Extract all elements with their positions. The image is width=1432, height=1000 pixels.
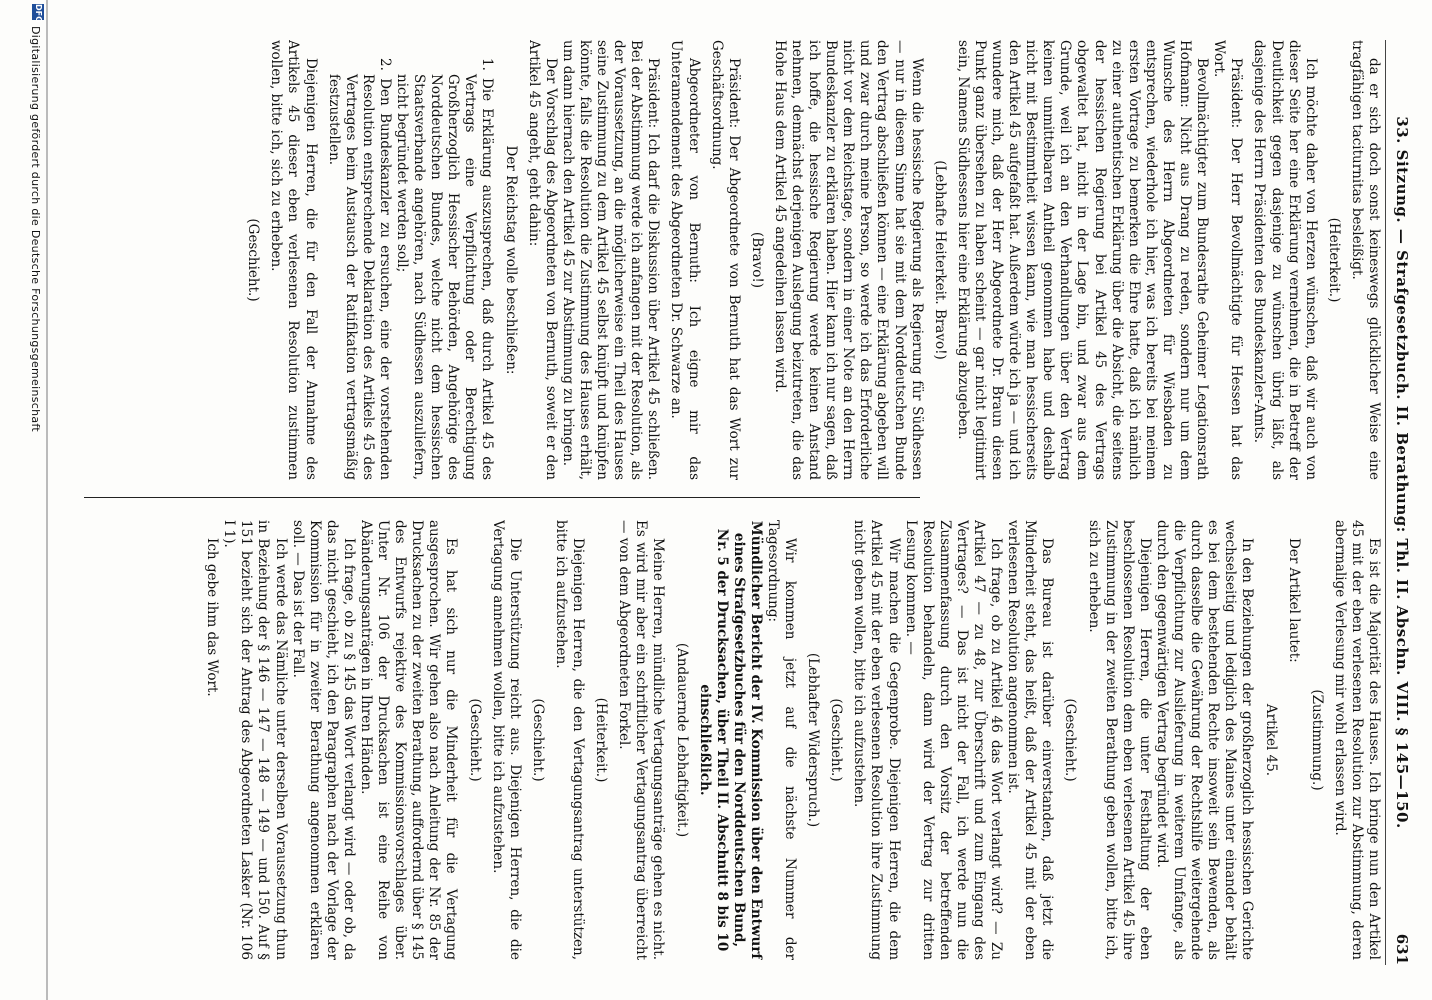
paragraph: Wir machen die Gegenprobe. Diejenigen Herren, die dem Artikel 45 mit der eben verlesenen Resolution ihre Zustimmung nicht geben wollen, bitte ich aufzustehen.	[851, 520, 902, 960]
paragraph: Diejenigen Herren, die für den Fall der Annahme des Artikels 45 dieser eben verlesenen Resolution zustimmen wollen, bitte ich, sich zu erheben.	[268, 40, 319, 480]
right-column	[92, 520, 1382, 960]
interjection: (Geschieht.)	[466, 698, 483, 782]
paragraph: Ich möchte daher von Herzen wünschen, daß wir auch von dieser Seite her eine Erklärung vernehmen, die in Betreff der Deutlichkeit gegen dasjenige zu wünschen übrig läßt, als dasjenige des Herrn Präsidenten des Bundeskanzler-Amts.	[1251, 40, 1319, 480]
list-item: 1. Die Erklärung auszusprechen, daß durch Artikel 45 des Vertrags eine Verpflichtung oder Berechtigung Großherzoglich Hessischer Behörden, Angehörige des Norddeutschen Bundes, welche nicht dem hessischen Staatsverbande angehören, nach Südhessen auszuliefern, nicht begründet werden soll;	[394, 58, 496, 480]
page-number: 631	[1393, 933, 1411, 965]
paragraph: Es ist die Majorität des Hauses. Ich bringe nun den Artikel 45 mit der eben verlesenen Resolution zur Abstimmung, deren abermalige Verlesung mir wohl erlassen wird.	[1331, 520, 1382, 960]
interjection: (Bravo!)	[748, 231, 765, 289]
digitization-footer	[24, 0, 50, 1000]
page-header	[1386, 40, 1410, 965]
interjection: (Zustimmung.)	[1308, 689, 1325, 791]
interjection: (Lebhafter Widerspruch.)	[805, 652, 822, 828]
digitization-note: Digitalisierung gefördert durch die Deutsche Forschungsgemeinschaft	[29, 26, 42, 433]
paragraph: Präsident: Ich darf die Diskussion über Artikel 45 schließen. Bei der Abstimmung werde ich anfangen mit der Resolution, als der Voraussetzung, an die möglicherweise ein Theil des Hauses seine Zustimmung zu dem Artikel 45 selbst knüpft und knüpfen könnte, falls die Resolution die Zustimmung des Hauses erhält, um dann hiernach den Artikel 45 zur Abstimmung zu bringen.	[559, 40, 662, 480]
paragraph: Der Reichstag wolle beschließen:	[502, 145, 519, 375]
list-item: 2. Den Bundeskanzler zu ersuchen, eine der vorstehenden Resolution entsprechende Deklaration des Artikels 45 des Vertrages beim Austausch der Ratifikation vertragsmäßig festzustellen.	[325, 58, 393, 480]
paragraph: Der Vorschlag des Abgeordneten von Bernuth, soweit er den Artikel 45 angeht, geht dahin:	[525, 40, 559, 480]
paragraph: Abgeordneter von Bernuth: Ich eigne mir das Unteramendement des Abgeordneten Dr. Schwarze an.	[668, 40, 702, 480]
footer-rule	[46, 0, 48, 1000]
interjection: (Andauernde Lebhaftigkeit.)	[673, 642, 690, 838]
interjection: (Geschieht.)	[245, 218, 262, 302]
paragraph: Ich frage, ob zu § 145 das Wort verlangt wird — oder ob, da das nicht geschieht, ich den Paragraphen nach der Vorlage der Kommission für in zweiter Berathung angenommen erklären soll. — Das ist der Fall.	[289, 520, 357, 960]
paragraph: Ich gebe ihm das Wort.	[204, 538, 221, 697]
paragraph: Ich werde das Nämliche unter derselben Voraussetzung thun in Beziehung der § 146 — 147 — 148 — 149 — und 150. Auf § 151 bezieht sich der Antrag des Abgeordneten Lasker (Nr. 106 I 1).	[221, 520, 289, 960]
interjection: (Heiterkeit.)	[593, 697, 610, 783]
running-title: 33. Sitzung. — Strafgesetzbuch. II. Berathung: Thl. II. Abschn. VIII. § 145—150.	[1393, 116, 1411, 829]
paragraph: Bevollmächtigter zum Bundesrathe Geheimer Legationsrath Hofmann: Nicht aus Drang zu reden, sondern nur um dem Wunsche des Herrn Abgeordneten für Wiesbaden zu entsprechen, wiederhole ich hier, was ich bereits bei meinem ersten Vortrage zu bemerken die Ehre hatte, daß ich nämlich zu einer authentischen Erklärung über die Absicht, die seitens der hessischen Regierung bei Artikel 45 des Vertrags obgewaltet hat, nicht in der Lage bin, und zwar aus dem Grunde, weil ich an den Verhandlungen über den Vertrag keinen unmittelbaren Antheil genommen habe und deshalb nicht mit Bestimmtheit wissen kann, wie man hessischerseits den Artikel 45 aufgefaßt hat. Außerdem würde ich ja — und ich wundere mich, daß der Herr Abgeordnete Dr. Braun diesen Punkt ganz übersehen zu haben scheint — gar nicht legitimirt sein, Namens Südhessens hier eine Erklärung abzugeben.	[954, 40, 1211, 480]
interjection: (Lebhafte Heiterkeit. Bravo!)	[931, 160, 948, 360]
paragraph: Wenn die hessische Regierung als Regierung für Südhessen — nur in diesem Sinne hat sie mit dem Norddeutschen Bunde den Vertrag abschließen können — eine Erklärung abgeben will und zwar durch meine Person, so werde ich das Erforderliche nicht vor dem Reichstage, sondern in einer Note an den Herrn Bundeskanzler zu erklären haben. Hier kann ich nur sagen, daß ich hoffe, die hessische Regierung werde keinen Anstand nehmen, demnächst derjenigen Auslegung beizutreten, die das Hohe Haus dem Artikel 45 angedeihen lassen wird.	[771, 40, 925, 480]
paragraph: Ich frage, ob zu Artikel 46 das Wort verlangt wird? — Zu Artikel 47 — zu 48, zur Überschrift und zum Eingang des Vertrages? — Das ist nicht der Fall, ich werde nun die Zusammenfassung durch den Vorsitz der betreffenden Resolution behandeln, dann wird der Vertrag zur dritten Lesung kommen. —	[902, 520, 1005, 960]
interjection: (Geschieht.)	[529, 698, 546, 782]
interjection: (Geschieht.)	[828, 698, 845, 782]
paragraph: Diejenigen Herren, die den Vertagungsantrag unterstützen, bitte ich aufzustehen.	[552, 520, 587, 960]
paragraph: da er sich doch sonst keineswegs glücklicher Weise eine tragfähigen taciturnitas besleißigt.	[1348, 40, 1382, 480]
article-heading: Artikel 45.	[1262, 703, 1279, 777]
paragraph: Meine Herren, mündliche Vertagungsanträge gehen es nicht. Es wird mir aber ein schriftlicher Vertagungsantrag überreicht — von dem Abgeordneten Forkel.	[616, 520, 667, 960]
paragraph: Das Bureau ist darüber einverstanden, daß jetzt die Minderheit steht, das heißt, daß der Artikel 45 mit der eben verlesenen Resolution angenommen ist.	[1005, 520, 1056, 960]
paragraph: Es hat sich nur die Minderheit für die Vertagung ausgesprochen. Wir gehen also nach Anleitung der Nr. 85 der Drucksachen zu der zweiten Berathung, auffordernd über § 145 des Entwurfs rejektive des Kommissionsvorschlages über. Unter Nr. 106 der Drucksachen ist eine Reihe von Abänderungsanträgen in Ihren Händen.	[358, 520, 460, 960]
interjection: (Heiterkeit.)	[1325, 217, 1342, 303]
header-rule	[1385, 40, 1386, 965]
article-text: In den Beziehungen der großherzoglich hessischen Gerichte wechselseitig und lediglich des Maines unter einander behält es bei dem bestehenden Rechte insoweit sein Bewenden, als durch dasselbe die Gewährung der Rechtshilfe weitergehende die Verpflichtung zur Auslieferung in weiterem Umfange, als durch den gegenwärtigen Vertrag begründet wird.	[1153, 520, 1256, 960]
paragraph: Diejenigen Herren, die unter Festhaltung der eben beschlossenen Resolution dem eben verlesenen Artikel 45 ihre Zustimmung in der zweiten Berathung geben wollen, bitte ich, sich zu erheben.	[1085, 520, 1153, 960]
left-column	[92, 40, 1382, 480]
paragraph: Präsident: Der Abgeordnete von Bernuth hat das Wort zur Geschäftsordnung.	[708, 40, 742, 480]
paragraph: Präsident: Der Herr Bevollmächtigte für Hessen hat das Wort.	[1211, 40, 1245, 480]
paragraph: Wir kommen jetzt auf die nächste Nummer der Tagesordnung:	[765, 520, 799, 960]
paragraph: Der Artikel lautet:	[1285, 538, 1302, 663]
dfg-logo: DFG	[34, 4, 43, 23]
paragraph: Die Unterstützung reicht aus. Diejenigen Herren, die die Vertagung annehmen wollen, bitte ich aufzustehen.	[489, 520, 523, 960]
column-rule	[84, 497, 920, 498]
interjection: (Geschieht.)	[1062, 698, 1079, 782]
agenda-item-heading: Mündlicher Bericht der IV. Kommission über den Entwurf eines Strafgesetzbuches für den Norddeutschen Bund, Nr. 5 der Drucksachen, über Theil II. Abschnitt 8 bis 10 einschließlich.	[696, 520, 764, 960]
